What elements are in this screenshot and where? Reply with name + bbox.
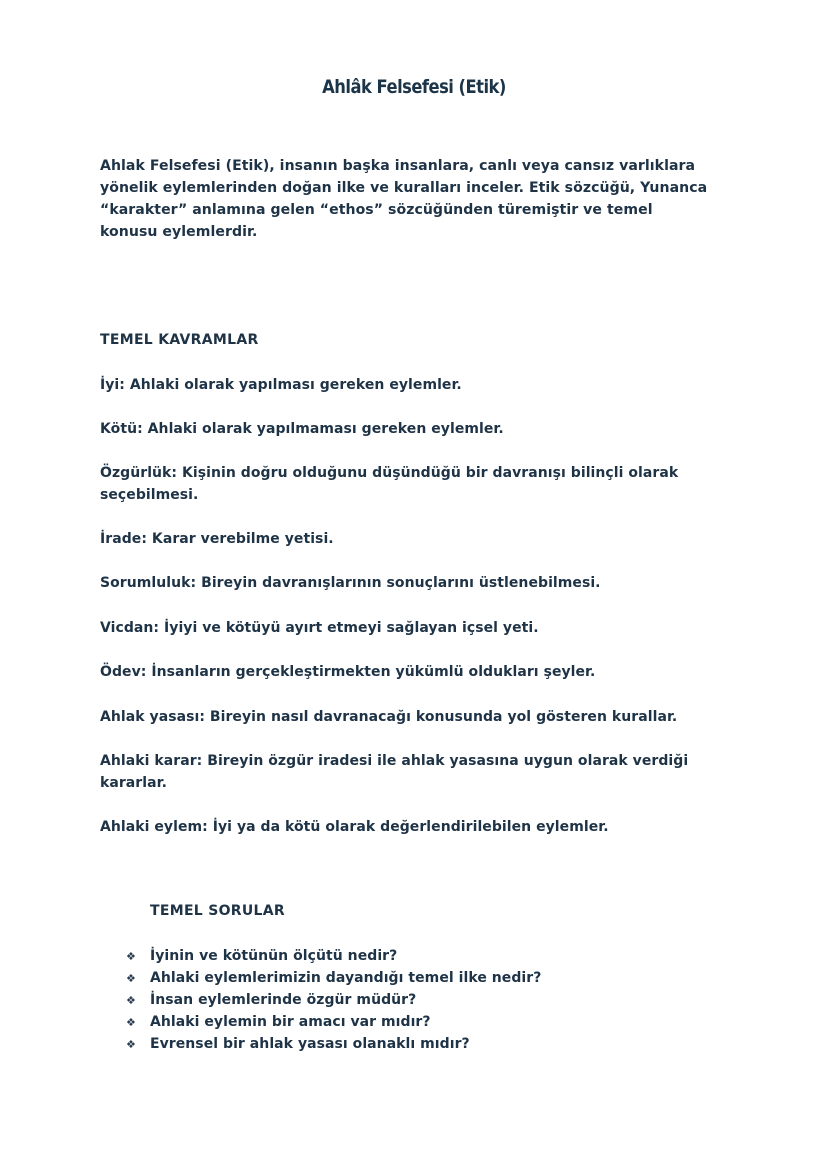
list-item [126,967,541,989]
list-item [126,945,541,967]
concept-item [100,617,720,639]
diamond-bullet-icon: ❖ [126,1015,136,1029]
diamond-bullet-icon: ❖ [126,1037,136,1051]
concept-item [100,816,720,838]
concept-definition: Bireyin davranışlarının sonuçlarını üstlenebilmesi. [201,575,601,591]
concept-definition: İyi ya da kötü olarak değerlendirilebilen eylemler. [212,819,609,835]
question-text: İyinin ve kötünün ölçütü nedir? [150,948,398,964]
concept-item [100,750,720,794]
list-item [126,989,541,1011]
concept-term: Ödev: [100,664,147,680]
concept-term: Ahlaki eylem: [100,819,208,835]
concept-definition: İyiyi ve kötüyü ayırt etmeyi sağlayan içsel yeti. [164,620,539,636]
concept-definition: Ahlaki olarak yapılmaması gereken eylemler. [147,421,504,437]
question-text: Ahlaki eylemin bir amacı var mıdır? [150,1014,431,1030]
concept-term: İrade: [100,531,147,547]
concepts-list [100,374,720,838]
concept-item [100,661,720,683]
concept-definition: Ahlaki olarak yapılması gereken eylemler. [129,377,462,393]
concept-definition: Bireyin nasıl davranacağı konusunda yol gösteren kurallar. [209,709,678,725]
diamond-bullet-icon: ❖ [126,949,136,963]
diamond-bullet-icon: ❖ [126,993,136,1007]
concept-item [100,462,720,506]
diamond-bullet-icon: ❖ [126,971,136,985]
concept-term: Kötü: [100,421,143,437]
page-title: Ahlâk Felsefesi (Etik) [322,76,506,98]
questions-heading: TEMEL SORULAR [150,903,285,919]
question-text: Ahlaki eylemlerimizin dayandığı temel ilke nedir? [150,970,542,986]
concept-definition: İnsanların gerçekleştirmekten yükümlü oldukları şeyler. [151,664,596,680]
concept-definition: Kişinin doğru olduğunu düşündüğü bir davranışı bilinçli olarak seçebilmesi. [100,465,679,503]
concept-term: Özgürlük: [100,465,178,481]
concept-item [100,528,720,550]
concept-term: İyi: [100,377,125,393]
question-text: İnsan eylemlerinde özgür müdür? [150,992,417,1008]
concept-item [100,572,720,594]
intro-paragraph: Ahlak Felsefesi (Etik), insanın başka insanlara, canlı veya cansız varlıklara yönelik eylemlerinden doğan ilke ve kuralları inceler. Etik sözcüğü, Yunanca “karakter” anlamına gelen “ethos” sözcüğünden türemiştir ve temel konusu eylemlerdir. [100,158,708,240]
concept-term: Sorumluluk: [100,575,197,591]
concept-term: Ahlak yasası: [100,709,205,725]
concept-item [100,418,720,440]
question-text: Evrensel bir ahlak yasası olanaklı mıdır? [150,1036,470,1052]
concept-item [100,374,720,396]
concept-item [100,706,720,728]
list-item [126,1011,541,1033]
concept-term: Ahlaki karar: [100,753,203,769]
concept-definition: Karar verebilme yetisi. [151,531,334,547]
concept-definition: Bireyin özgür iradesi ile ahlak yasasına uygun olarak verdiği kararlar. [100,753,689,791]
concepts-heading: TEMEL KAVRAMLAR [100,332,259,348]
concept-term: Vicdan: [100,620,160,636]
questions-list [126,945,541,1055]
list-item [126,1033,541,1055]
